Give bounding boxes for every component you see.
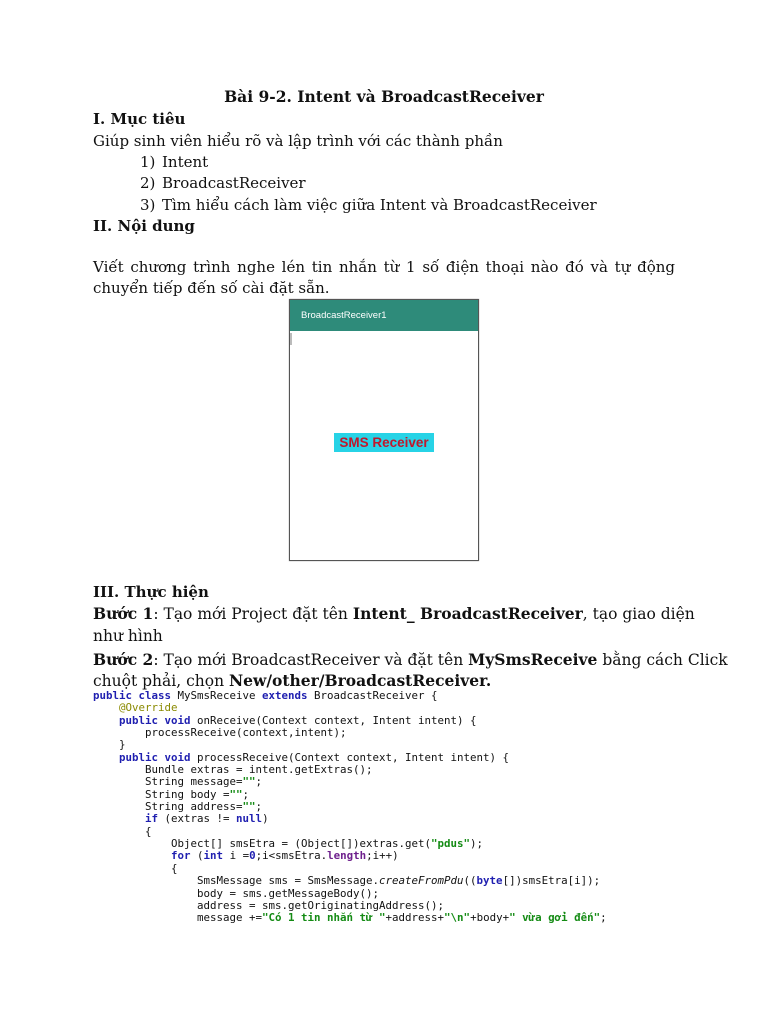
screen-edge-mark	[290, 333, 292, 345]
code-token: ;i++)	[366, 849, 399, 863]
code-token: byte	[476, 874, 503, 888]
code-token: ;	[600, 911, 607, 925]
step2-text-2: chuột phải, chọn	[93, 672, 229, 690]
code-token: (	[190, 849, 204, 863]
code-line	[93, 912, 607, 924]
code-token: "Có 1 tin nhắn từ "	[262, 911, 386, 925]
list-number: 3)	[140, 196, 156, 214]
code-token: ;i<smsEtra.	[255, 849, 328, 863]
code-token: String address=	[93, 800, 243, 814]
step1-line1	[93, 604, 695, 623]
code-token: ""	[242, 800, 256, 814]
code-token	[93, 701, 119, 714]
code-token: )	[262, 812, 269, 826]
step2-menu-path: New/other/BroadcastReceiver.	[229, 671, 492, 690]
code-token: }	[93, 738, 126, 752]
code-token: null	[236, 812, 263, 826]
code-token: String message=	[93, 775, 243, 789]
code-token: public void	[119, 713, 191, 727]
code-token: +address+	[385, 911, 445, 925]
code-block	[93, 690, 607, 925]
code-token: String body =	[93, 787, 230, 801]
step2-line1	[93, 650, 728, 669]
step1-line2: như hình	[93, 627, 163, 645]
code-token: public class	[93, 689, 172, 702]
code-token: 0	[249, 849, 256, 863]
content-paragraph-line1: Viết chương trình nghe lén tin nhắn từ 1 số điện thoại nào đó và tự động	[93, 258, 675, 276]
code-token: ;	[255, 775, 263, 789]
code-token: extends	[262, 689, 308, 702]
code-token: " vừa gởi đến"	[509, 911, 601, 925]
step2-receiver-name: MySmsReceive	[468, 650, 598, 669]
step1-project-name: Intent_ BroadcastReceiver	[352, 604, 583, 623]
code-token: {	[93, 824, 152, 838]
section-heading-implementation: III. Thực hiện	[93, 583, 209, 601]
sms-receiver-button: SMS Receiver	[334, 433, 434, 452]
phone-screenshot	[289, 299, 479, 561]
section-heading-content: II. Nội dung	[93, 217, 195, 235]
code-token: BroadcastReceiver {	[307, 689, 438, 702]
code-token: ""	[242, 775, 256, 789]
code-token: public void	[119, 750, 191, 764]
step2-line2	[93, 671, 491, 690]
code-token: (extras !=	[158, 812, 237, 826]
code-token: [])smsEtra[i]);	[502, 874, 601, 888]
code-token: createFromPdu	[379, 874, 464, 888]
code-token: "pdus"	[431, 837, 471, 851]
code-token: +body+	[470, 911, 510, 925]
code-token: processReceive(Context context, Intent intent) {	[190, 750, 510, 764]
list-number: 2)	[140, 174, 156, 192]
code-token: body = sms.getMessageBody();	[93, 886, 380, 900]
step1-label: Bước 1	[93, 604, 154, 623]
list-text: BroadcastReceiver	[162, 174, 306, 192]
code-token: length	[327, 849, 367, 863]
code-token	[93, 714, 119, 727]
code-token: MySmsReceive	[171, 689, 263, 702]
content-paragraph-line2: chuyển tiếp đến số cài đặt sẵn.	[93, 279, 330, 297]
document-title: Bài 9-2. Intent và BroadcastReceiver	[224, 87, 544, 106]
list-item	[140, 174, 306, 192]
step2-text-end: bằng cách Click	[597, 651, 728, 669]
code-token: ;	[242, 787, 250, 801]
code-line	[93, 727, 607, 739]
step2-label: Bước 2	[93, 650, 154, 669]
code-token: );	[470, 837, 484, 851]
code-token: Bundle extras = intent.getExtras();	[93, 763, 373, 777]
code-token: ((	[463, 874, 477, 888]
code-token: int	[203, 849, 224, 863]
code-token: ;	[255, 800, 263, 814]
code-token: "\n"	[444, 911, 471, 925]
code-token: onReceive(Context context, Intent intent) {	[190, 713, 477, 727]
code-token: i =	[223, 849, 250, 863]
list-item	[140, 153, 208, 171]
list-number: 1)	[140, 153, 156, 171]
code-token: {	[93, 861, 178, 875]
code-token: address = sms.getOriginatingAddress();	[93, 898, 445, 912]
step1-text-end: , tạo giao diện	[582, 605, 695, 623]
list-text: Tìm hiểu cách làm việc giữa Intent và BroadcastReceiver	[162, 196, 597, 214]
code-token	[93, 751, 119, 764]
code-token	[93, 812, 145, 825]
step2-text: : Tạo mới BroadcastReceiver và đặt tên	[153, 651, 469, 669]
code-token: for	[171, 849, 191, 863]
code-token: SmsMessage sms = SmsMessage.	[93, 874, 380, 888]
section-heading-objectives: I. Mục tiêu	[93, 110, 186, 128]
objectives-intro: Giúp sinh viên hiểu rõ và lập trình với các thành phần	[93, 132, 503, 150]
list-text: Intent	[162, 153, 209, 171]
code-token: message +=	[93, 911, 263, 925]
code-token: if	[145, 812, 159, 826]
list-item	[140, 196, 597, 214]
step1-text: : Tạo mới Project đặt tên	[153, 605, 353, 623]
app-bar	[290, 300, 478, 331]
code-token: @Override	[119, 701, 178, 715]
code-token: processReceive(context,intent);	[93, 726, 347, 740]
code-token: Object[] smsEtra = (Object[])extras.get(	[93, 837, 432, 851]
code-token	[93, 849, 171, 862]
app-title: BroadcastReceiver1	[301, 310, 387, 321]
code-line	[93, 813, 607, 825]
code-token: ""	[229, 787, 243, 801]
